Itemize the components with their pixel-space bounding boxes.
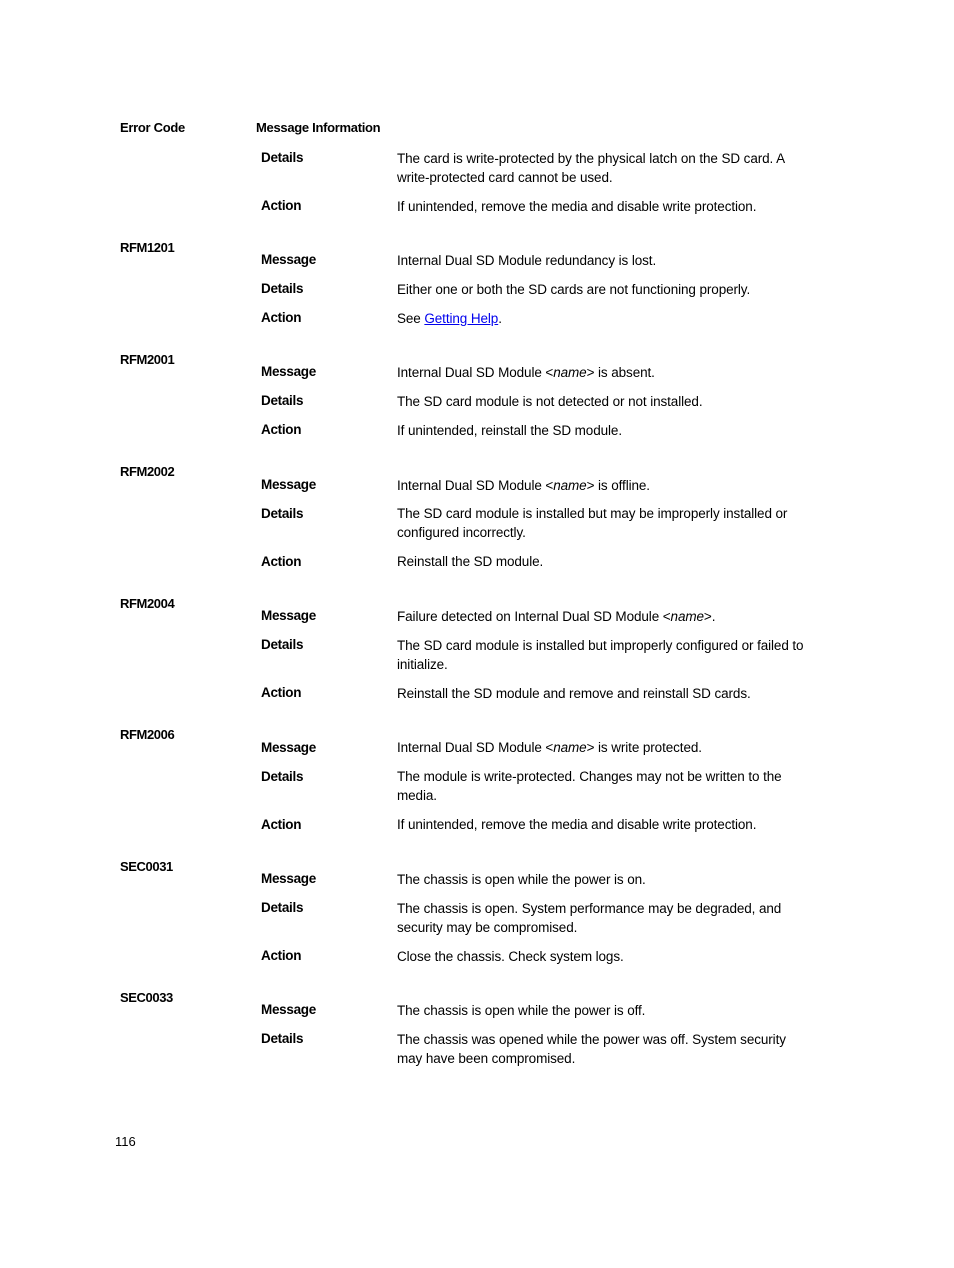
message-label: Message xyxy=(261,871,316,886)
action-label: Action xyxy=(261,685,302,700)
error-code: SEC0031 xyxy=(120,859,173,874)
message-text: The chassis is open while the power is off. xyxy=(397,1003,646,1018)
column-header-error-code: Error Code xyxy=(120,120,185,135)
message-label: Message xyxy=(261,364,316,379)
error-code: RFM2001 xyxy=(120,352,175,367)
action-text: If unintended, remove the media and disable write protection. xyxy=(397,817,757,832)
name-placeholder: name xyxy=(670,609,704,624)
message-prefix: Internal Dual SD Module < xyxy=(397,740,554,755)
message-label: Message xyxy=(261,608,316,623)
error-code: RFM1201 xyxy=(120,240,175,255)
message-suffix: > is absent. xyxy=(586,365,655,380)
details-text: The SD card module is installed but improperly configured or failed to initialize. xyxy=(397,638,804,672)
action-label: Action xyxy=(261,422,302,437)
message-prefix: Internal Dual SD Module < xyxy=(397,478,554,493)
getting-help-link[interactable]: Getting Help xyxy=(424,311,499,326)
details-label: Details xyxy=(261,900,304,915)
message-text xyxy=(397,607,807,626)
name-placeholder: name xyxy=(553,478,587,493)
message-label: Message xyxy=(261,740,316,755)
action-label: Action xyxy=(261,948,302,963)
details-label: Details xyxy=(261,150,304,165)
message-suffix: > is offline. xyxy=(586,478,650,493)
action-label: Action xyxy=(261,554,302,569)
details-label: Details xyxy=(261,769,304,784)
action-text: If unintended, remove the media and disable write protection. xyxy=(397,199,757,214)
error-code: SEC0033 xyxy=(120,990,173,1005)
message-label: Message xyxy=(261,252,316,267)
message-label: Message xyxy=(261,1002,316,1017)
message-text xyxy=(397,363,807,382)
name-placeholder: name xyxy=(553,740,587,755)
details-text: Either one or both the SD cards are not functioning properly. xyxy=(397,282,751,297)
message-text: The chassis is open while the power is on. xyxy=(397,872,646,887)
details-label: Details xyxy=(261,393,304,408)
action-text: Reinstall the SD module and remove and reinstall SD cards. xyxy=(397,686,751,701)
action-label: Action xyxy=(261,817,302,832)
action-text: If unintended, reinstall the SD module. xyxy=(397,423,622,438)
action-text xyxy=(397,309,807,328)
details-text: The SD card module is not detected or not installed. xyxy=(397,394,703,409)
details-text: The chassis was opened while the power was off. System security may have been compromised. xyxy=(397,1032,786,1066)
message-text xyxy=(397,476,807,495)
column-header-message-information: Message Information xyxy=(256,120,381,135)
message-text xyxy=(397,738,807,757)
details-text: The card is write-protected by the physical latch on the SD card. A write-protected card cannot be used. xyxy=(397,151,785,185)
action-suffix: . xyxy=(498,311,502,326)
details-label: Details xyxy=(261,506,304,521)
details-text: The SD card module is installed but may be improperly installed or configured incorrectly. xyxy=(397,506,788,540)
action-prefix: See xyxy=(397,311,425,326)
message-prefix: Internal Dual SD Module < xyxy=(397,365,554,380)
message-suffix: >. xyxy=(703,609,716,624)
action-label: Action xyxy=(261,198,302,213)
error-code: RFM2006 xyxy=(120,727,175,742)
details-text: The chassis is open. System performance may be degraded, and security may be compromised. xyxy=(397,901,782,935)
name-placeholder: name xyxy=(553,365,587,380)
action-label: Action xyxy=(261,310,302,325)
page-number: 116 xyxy=(115,1134,136,1149)
message-prefix: Failure detected on Internal Dual SD Module < xyxy=(397,609,671,624)
details-label: Details xyxy=(261,637,304,652)
details-label: Details xyxy=(261,1031,304,1046)
message-label: Message xyxy=(261,477,316,492)
error-code: RFM2002 xyxy=(120,464,175,479)
action-text: Reinstall the SD module. xyxy=(397,554,544,569)
action-text: Close the chassis. Check system logs. xyxy=(397,949,624,964)
message-text: Internal Dual SD Module redundancy is lost. xyxy=(397,253,657,268)
error-code: RFM2004 xyxy=(120,596,175,611)
details-text: The module is write-protected. Changes may not be written to the media. xyxy=(397,769,782,803)
message-suffix: > is write protected. xyxy=(586,740,702,755)
details-label: Details xyxy=(261,281,304,296)
